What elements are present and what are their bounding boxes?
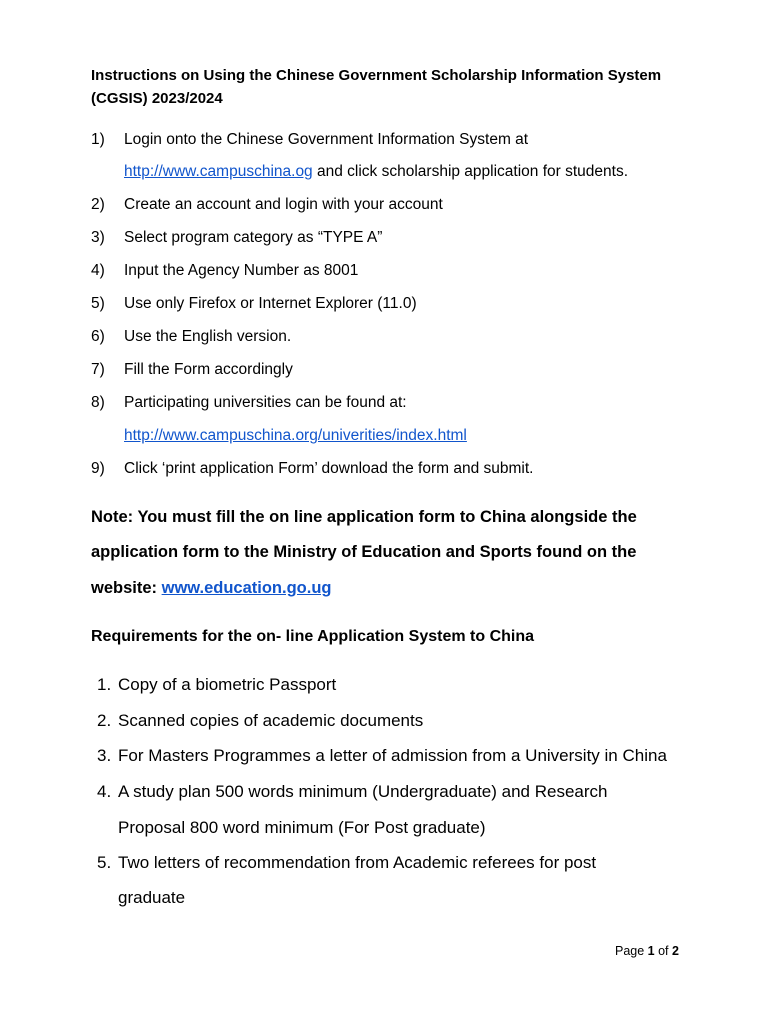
footer-page-num: 1 bbox=[647, 944, 655, 958]
requirement-5-continuation: graduate bbox=[118, 888, 186, 907]
instruction-text: Use only Firefox or Internet Explorer (11.0) bbox=[124, 295, 417, 312]
page-number-footer bbox=[615, 943, 679, 959]
requirement-number: 3. bbox=[97, 746, 112, 765]
instruction-number: 8) bbox=[91, 394, 105, 411]
requirement-text: For Masters Programmes a letter of admission from a University in China bbox=[118, 746, 667, 765]
instruction-number: 6) bbox=[91, 328, 105, 345]
instruction-text: Create an account and login with your account bbox=[124, 196, 443, 213]
instruction-number: 5) bbox=[91, 295, 105, 312]
instruction-text: Participating universities can be found at: bbox=[124, 394, 407, 411]
instruction-number: 9) bbox=[91, 460, 105, 477]
requirements-heading: Requirements for the on- line Application System to China bbox=[91, 628, 535, 645]
instruction-number: 3) bbox=[91, 229, 105, 246]
title-line-2: (CGSIS) 2023/2024 bbox=[91, 90, 223, 107]
instruction-1-continuation-text: and click scholarship application for students. bbox=[312, 163, 629, 180]
instruction-text: Use the English version. bbox=[124, 328, 292, 345]
requirement-number: 4. bbox=[97, 782, 112, 801]
note-line-3 bbox=[91, 577, 332, 599]
instruction-text: Click ‘print application Form’ download the form and submit. bbox=[124, 460, 534, 477]
requirement-text: Scanned copies of academic documents bbox=[118, 711, 424, 730]
requirement-text: A study plan 500 words minimum (Undergraduate) and Research bbox=[118, 782, 608, 801]
universities-link[interactable]: http://www.campuschina.org/univerities/index.html bbox=[124, 427, 467, 444]
instruction-text: Login onto the Chinese Government Information System at bbox=[124, 131, 529, 148]
instruction-text: Input the Agency Number as 8001 bbox=[124, 262, 359, 279]
instruction-number: 2) bbox=[91, 196, 105, 213]
instruction-number: 4) bbox=[91, 262, 105, 279]
instruction-text: Select program category as “TYPE A” bbox=[124, 229, 383, 246]
document-title bbox=[91, 64, 711, 110]
footer-of: of bbox=[654, 944, 672, 958]
instruction-1-continuation bbox=[124, 162, 628, 182]
instruction-8-continuation bbox=[124, 426, 467, 446]
note-line-2: application form to the Ministry of Education and Sports found on the bbox=[91, 543, 637, 561]
requirement-number: 1. bbox=[97, 675, 112, 694]
education-website-link[interactable]: www.education.go.ug bbox=[161, 579, 332, 597]
requirement-text: Two letters of recommendation from Academic referees for post bbox=[118, 853, 597, 872]
requirement-number: 5. bbox=[97, 853, 112, 872]
note-line-1: Note: You must fill the on line application form to China alongside the bbox=[91, 508, 637, 526]
instruction-number: 1) bbox=[91, 131, 105, 148]
instruction-number: 7) bbox=[91, 361, 105, 378]
footer-total-pages: 2 bbox=[672, 944, 679, 958]
title-line-1: Instructions on Using the Chinese Government Scholarship Information System bbox=[91, 67, 662, 84]
note-website-prefix: website: bbox=[91, 579, 162, 597]
requirement-4-continuation: Proposal 800 word minimum (For Post graduate) bbox=[118, 818, 486, 837]
requirement-number: 2. bbox=[97, 711, 112, 730]
instruction-text: Fill the Form accordingly bbox=[124, 361, 293, 378]
campuschina-link[interactable]: http://www.campuschina.og bbox=[124, 163, 313, 180]
footer-page-label: Page bbox=[615, 944, 648, 958]
requirement-text: Copy of a biometric Passport bbox=[118, 675, 337, 694]
